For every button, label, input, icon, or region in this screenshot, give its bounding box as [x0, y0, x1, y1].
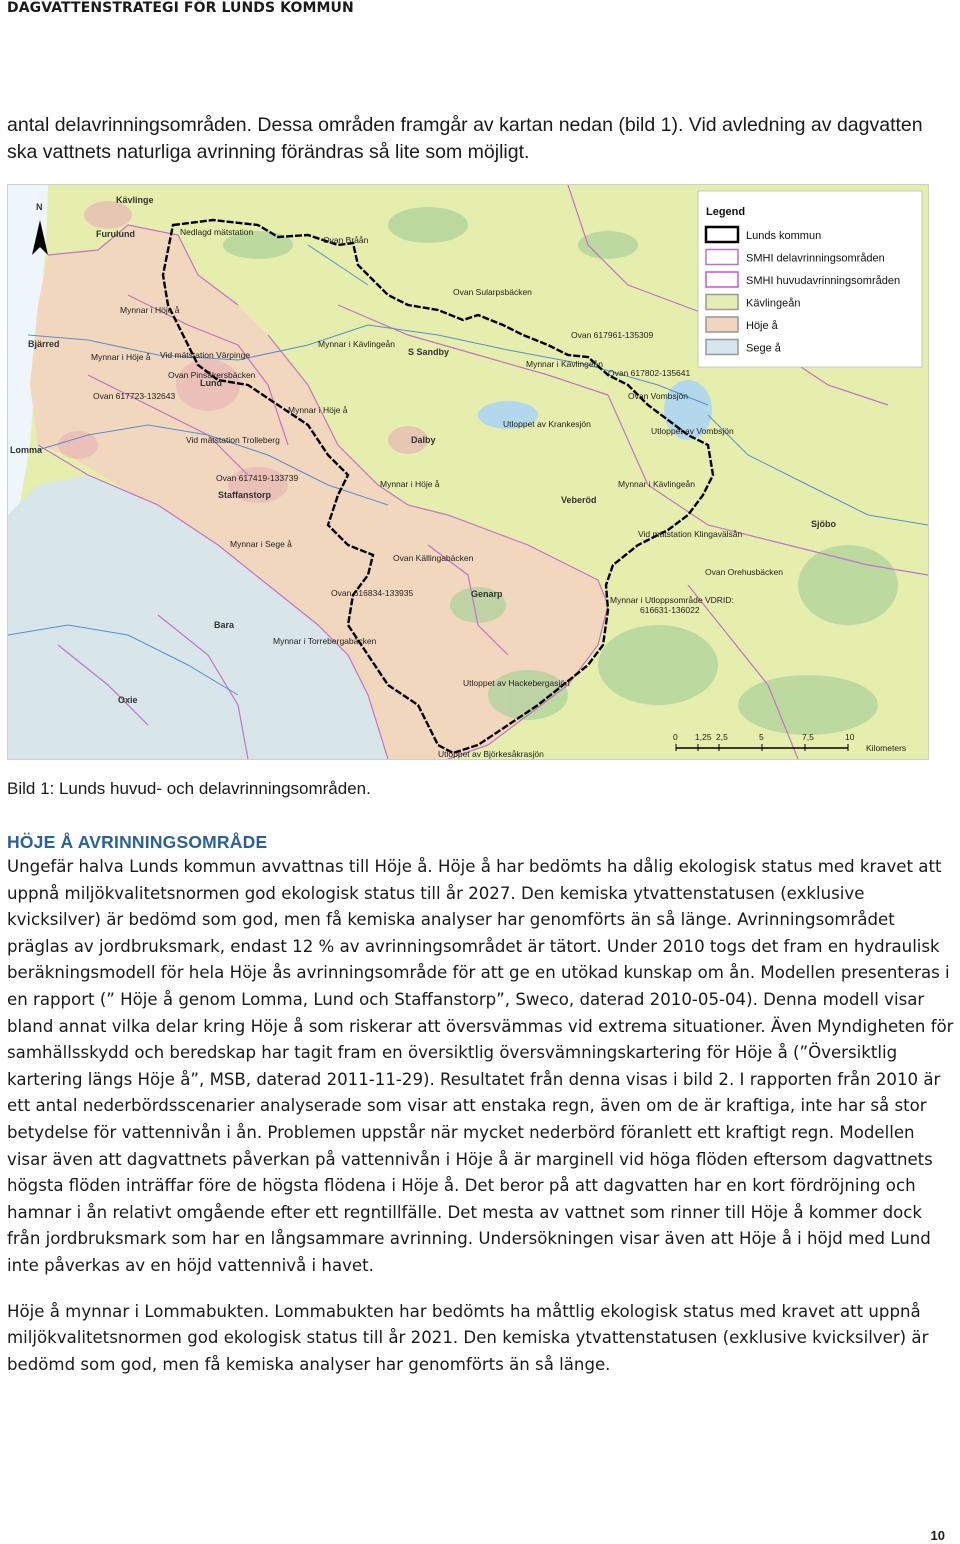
label-mynnar-hoje-2: Mynnar i Höje å — [91, 352, 151, 362]
label-mynnar-torrebergabacken: Mynnar i Torrebergabäcken — [273, 636, 377, 646]
legend-label: Lunds kommun — [746, 230, 822, 242]
running-header: DAGVATTENSTRATEGI FÖR LUNDS KOMMUN — [7, 0, 354, 16]
label-mynnar-sege: Mynnar i Sege å — [230, 539, 292, 549]
page-number: 10 — [930, 1528, 945, 1543]
label-ovan-pinsakersbacken: Ovan Pinsåkersbäcken — [168, 370, 256, 380]
label-ovan-617723: Ovan 617723-132643 — [93, 391, 176, 401]
label-vdrid-number: 616631-136022 — [640, 605, 700, 615]
north-label: N — [36, 202, 43, 212]
label-trolleberg: Vid mätstation Trolleberg — [186, 435, 280, 445]
label-ovan-kallingabacken: Ovan Källingabäcken — [393, 553, 474, 563]
label-utloppet-krankesjon: Utloppet av Krankesjön — [503, 419, 591, 429]
section-heading: HÖJE Å AVRINNINGSOMRÅDE — [7, 832, 268, 852]
label-mynnar-kavlingean-2: Mynnar i Kävlingeån — [526, 359, 604, 369]
legend-title: Legend — [706, 206, 746, 218]
legend-label: Kävlingeån — [746, 297, 801, 310]
legend-swatch — [706, 317, 738, 332]
label-mynnar-vdrid: Mynnar i Utloppsområde VDRID: — [610, 595, 734, 605]
section-body — [7, 854, 957, 1378]
label-klingavalsan: Vid mätstation Klingavälsån — [638, 529, 743, 539]
label-veberod: Veberöd — [561, 495, 597, 505]
scale-tick-label: 5 — [759, 732, 764, 742]
label-staffanstorp: Staffanstorp — [218, 490, 272, 500]
label-utloppet-hackebergasjon: Utloppet av Hackebergasjön — [463, 678, 570, 688]
label-nedlagd-matstation: Nedlagd mätstation — [180, 227, 254, 237]
legend-swatch — [706, 272, 738, 287]
scale-bar — [672, 725, 928, 755]
catchment-map — [7, 184, 929, 760]
legend-swatch — [706, 340, 738, 355]
label-ovan-orehusbacken: Ovan Orehusbäcken — [705, 567, 783, 577]
label-ovan-sularpsbacken: Ovan Sularpsbäcken — [453, 287, 532, 297]
label-ovan-616834: Ovan 616834-133935 — [331, 588, 414, 598]
label-ovan-vombsjon: Ovan Vombsjön — [628, 391, 689, 401]
label-furulund: Furulund — [96, 229, 135, 239]
map-legend — [698, 191, 922, 367]
label-bara: Bara — [214, 620, 235, 630]
label-utloppet-vombsjon: Utloppet av Vombsjön — [651, 426, 734, 436]
label-mynnar-hoje-1: Mynnar i Höje å — [120, 305, 180, 315]
intro-paragraph: antal delavrinningsområden. Dessa områden framgår av kartan nedan (bild 1). Vid avledning av dagvatten ska vattnets naturliga avrinning förändras så lite som möjligt. — [7, 114, 923, 163]
scale-tick-label: 7,5 — [802, 732, 814, 742]
label-dalby: Dalby — [411, 435, 436, 445]
label-varpinge: Vid mätstation Värpinge — [160, 350, 251, 360]
scale-unit: Kilometers — [866, 743, 907, 753]
legend-label: Höje å — [746, 320, 778, 332]
label-genarp: Genarp — [471, 589, 503, 599]
label-oxie: Oxie — [118, 695, 138, 705]
label-mynnar-kavlingean-1: Mynnar i Kävlingeån — [318, 339, 396, 349]
label-lund: Lund — [200, 378, 222, 388]
legend-swatch — [706, 250, 738, 265]
label-mynnar-hoje-3: Mynnar i Höje å — [288, 405, 348, 415]
label-bjarred: Bjärred — [28, 339, 60, 349]
body-paragraph-1: Ungefär halva Lunds kommun avvattnas till Höje å. Höje å har bedömts ha dålig ekologisk status med kravet att uppnå miljökvalitetsnormen god ekologisk status till år 2027. Den kemiska ytvattenstatusen (exklusive kvicksilver) är bedömd som god, men få kemiska analyser har genomförts än så länge. Avrinningsområdet präglas av jordbruksmark, endast 12 % av avrinningsområdet är tätort. Under 2010 togs det fram en hydraulisk beräkningsmodell för hela Höje ås avrinningsområde för att ge en utökad kunskap om ån. Modellen presenteras i en rapport (” Höje å genom Lomma, Lund och Staffanstorp”, Sweco, daterad 2010-05-04). Denna modell visar bland annat vilka delar kring Höje å som riskerar att översvämmas vid extrema situationer. Även Myndigheten för samhällsskydd och beredskap har tagit fram en översiktlig översvämningskartering för Höje å (”Översiktlig kartering längs Höje å”, MSB, daterad 2011-11-29). Resultatet från denna visas i bild 2. I rapporten från 2010 är ett antal nederbördsscenarier analyserade som visar att enstaka regn, även om de är kraftiga, inte har så stor betydelse för vattennivån i ån. Problemen uppstår när mycket nederbörd föranlett ett kraftigt regn. Modellen visar även att dagvattnets påverkan på vattennivån i Höje å är marginell vid höga flöden eftersom dagvattnets högsta flöden inträffar före de högsta flödena i Höje å. Det beror på att dagvatten har en kort fördröjning och hamnar i ån relativt omgående efter ett regntillfälle. Det mesta av vattnet som rinner till Höje å kommer dock från jordbruksmark som har en långsammare avrinning. Undersökningen visar även att Höje å i höjd med Lund inte påverkas av en höjd vattennivå i havet. — [7, 857, 954, 1275]
legend-swatch — [706, 295, 738, 310]
figure-caption: Bild 1: Lunds huvud- och delavrinningsområden. — [7, 779, 371, 798]
scale-tick-label: 1,25 — [695, 732, 712, 742]
label-sjobo: Sjöbo — [811, 519, 836, 529]
intro-text — [7, 112, 952, 166]
label-ovan-617802: Ovan 617802-135641 — [608, 368, 691, 378]
body-paragraph-2: Höje å mynnar i Lommabukten. Lommabukten har bedömts ha måttlig ekologisk status med kravet att uppnå miljökvalitetsnormen god ekologisk status till år 2021. Den kemiska ytvattenstatusen (exklusive kvicksilver) är bedömd som god, men få kemiska analyser har genomförts än så länge. — [7, 1301, 929, 1374]
label-lomma: Lomma — [10, 445, 43, 455]
label-ovan-617961: Ovan 617961-135309 — [571, 330, 654, 340]
label-ovan-braan: Ovan Bråån — [323, 235, 369, 245]
label-kavlinge: Kävlinge — [116, 195, 154, 205]
legend-label: Sege å — [746, 342, 781, 355]
legend-label: SMHI huvudavrinningsområden — [746, 275, 901, 287]
label-ovan-617419: Ovan 617419-133739 — [216, 473, 299, 483]
label-s-sandby: S Sandby — [408, 347, 450, 357]
label-mynnar-kavlingean-3: Mynnar i Kävlingeån — [618, 479, 696, 489]
scale-tick-label: 0 — [673, 732, 678, 742]
scale-tick-label: 2,5 — [716, 732, 728, 742]
label-utloppet-bjorkesakrasjon: Utloppet av Björkesåkrasjön — [438, 749, 544, 759]
legend-swatch — [706, 227, 738, 242]
map-svg — [8, 185, 928, 759]
label-mynnar-hoje-4: Mynnar i Höje å — [380, 479, 440, 489]
scale-tick-label: 10 — [845, 732, 855, 742]
legend-label: SMHI delavrinningsområden — [746, 252, 885, 265]
